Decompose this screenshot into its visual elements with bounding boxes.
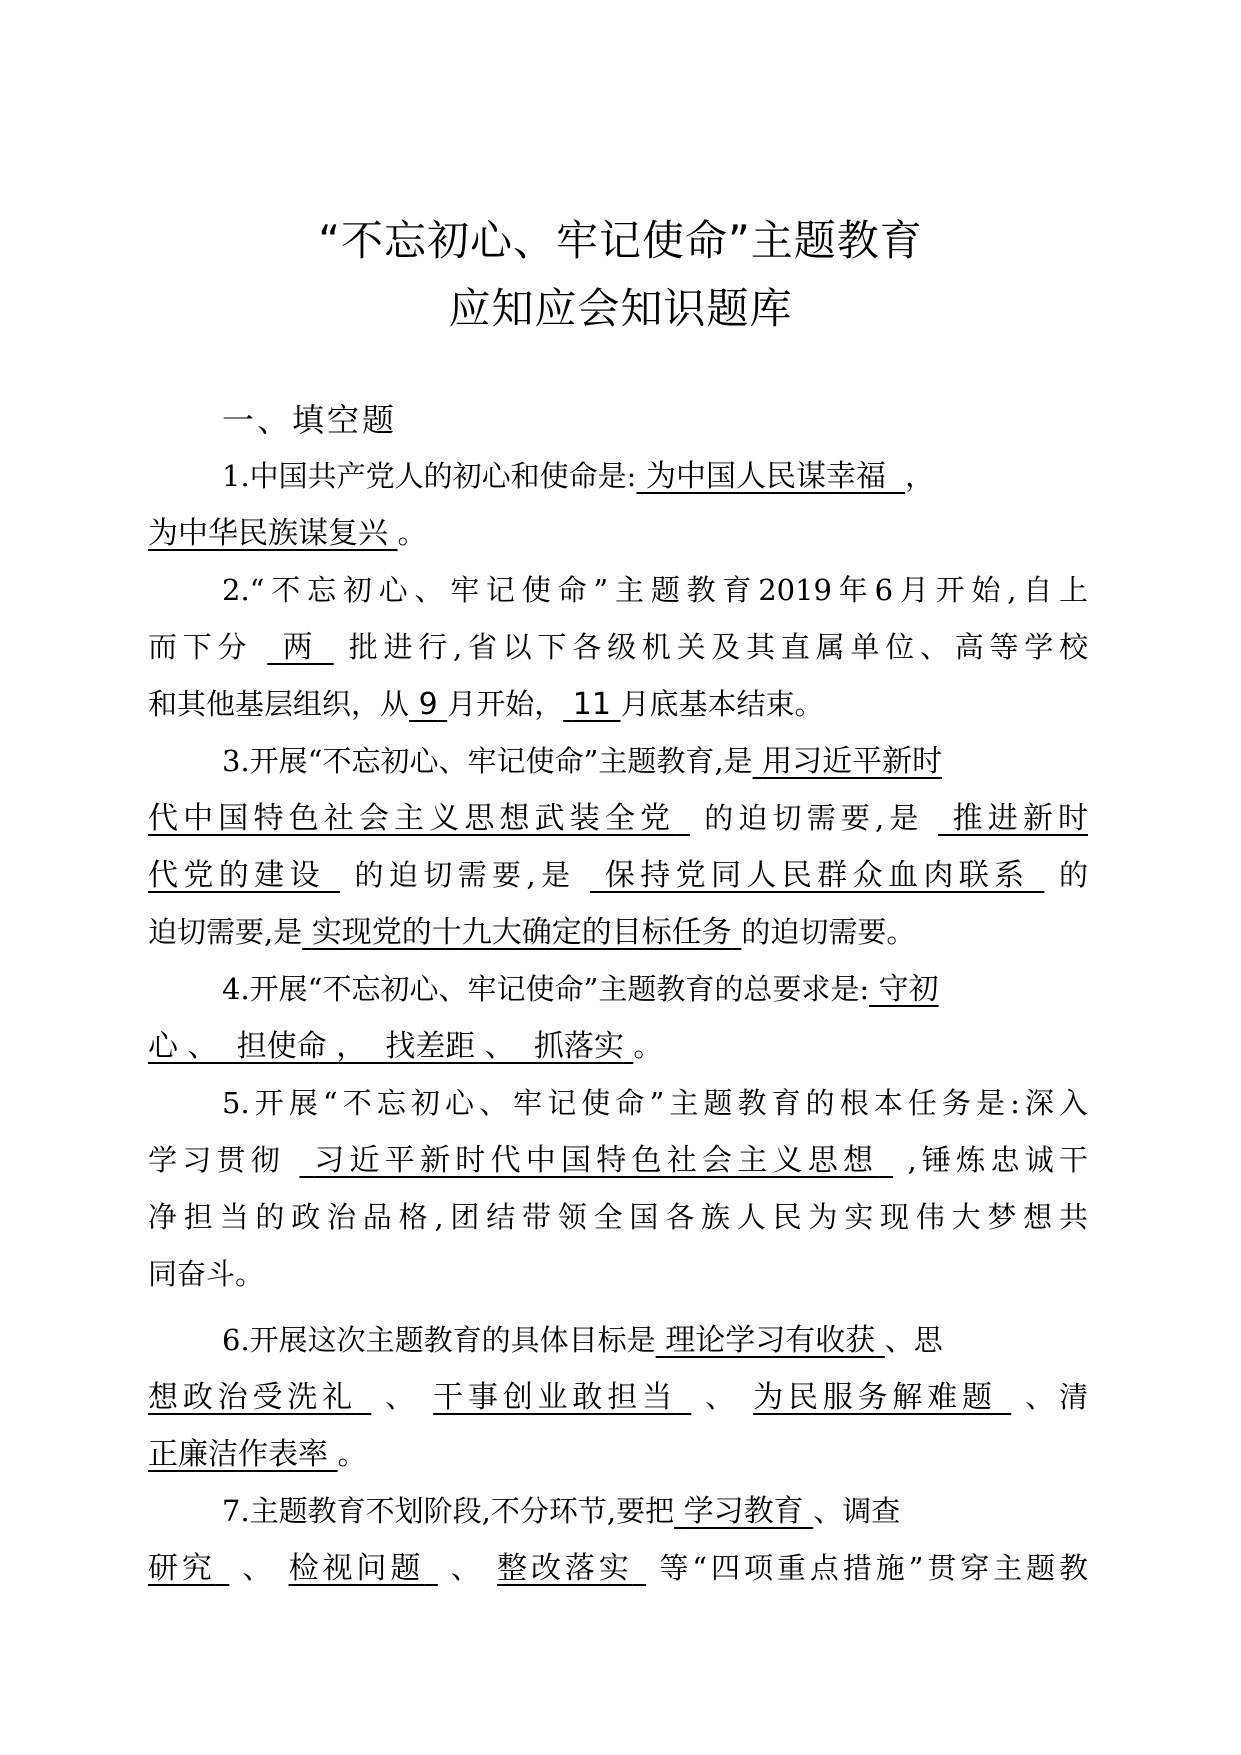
- answer-blank: 心 、 担使命 ， 找差距 、 抓落实: [148, 1029, 624, 1064]
- question-5-line-3: 净担当的政治品格,团结带领全国各族人民为实现伟大梦想共: [148, 1200, 1088, 1234]
- question-text: 和其他基层组织，从: [148, 687, 410, 721]
- question-text: 4.开展“不忘初心、牢记使命”主题教育的总要求是:: [222, 972, 870, 1006]
- question-3-line-4: [148, 912, 1088, 952]
- question-text: 6.开展这次主题教育的具体目标是: [222, 1323, 656, 1357]
- question-3-line-3: [148, 855, 1088, 895]
- section-heading: 一、填空题: [222, 401, 398, 439]
- question-text: 。: [337, 1437, 367, 1471]
- question-text: 的迫切需要。: [741, 915, 916, 949]
- question-text: 、: [242, 1551, 276, 1585]
- question-text: 、调查: [813, 1494, 901, 1528]
- question-text: 、: [705, 1380, 740, 1414]
- answer-blank: 检视问题: [288, 1551, 425, 1586]
- question-text: 、: [385, 1380, 420, 1414]
- question-text: 的迫切需要,是: [704, 801, 924, 835]
- answer-blank: 两: [282, 630, 319, 665]
- question-5-line-4: 同奋斗。: [148, 1257, 265, 1291]
- answer-blank: 用习近平新时: [762, 744, 943, 779]
- question-2-line-3: [148, 684, 1088, 724]
- answer-blank: 推进新时: [952, 801, 1089, 836]
- question-text: 而下分: [148, 630, 253, 664]
- answer-blank: 为中国人民谋幸福: [646, 459, 886, 494]
- question-text: ，: [905, 459, 935, 493]
- answer-blank: 学习教育: [683, 1494, 804, 1529]
- question-text: ,锤炼忠诚干: [907, 1143, 1088, 1177]
- question-text: 月开始，: [447, 687, 564, 721]
- question-2-line-2: [148, 627, 1088, 667]
- question-5-line-2: [148, 1140, 1088, 1180]
- question-text: 批进行,省以下各级机关及其直属单位、高等学校: [348, 630, 1089, 664]
- question-text: 的迫切需要,是: [354, 858, 576, 892]
- question-text: 等“四项重点措施”贯穿主题教: [659, 1551, 1089, 1585]
- question-6-line-3: [148, 1434, 1088, 1474]
- answer-blank: 干事创业敢担当: [433, 1380, 677, 1415]
- answer-blank: 想政治受洗礼: [148, 1380, 357, 1415]
- question-2-line-1: 2.“不忘初心、牢记使命”主题教育2019年6月开始,自上: [222, 573, 1088, 607]
- answer-blank: 整改落实: [497, 1551, 633, 1586]
- question-7-line-2: [148, 1548, 1088, 1588]
- question-1-line-2: [148, 513, 1088, 553]
- answer-blank: 研究: [148, 1551, 216, 1586]
- question-6-line-1: [222, 1320, 1088, 1360]
- question-5-line-1: 5.开展“不忘初心、牢记使命”主题教育的根本任务是:深入: [222, 1086, 1088, 1120]
- question-text: 月底基本结束。: [620, 687, 824, 721]
- answer-blank: 正廉洁作表率: [148, 1437, 328, 1472]
- question-text: 1.中国共产党人的初心和使命是:: [222, 459, 637, 493]
- question-text: 、: [450, 1551, 484, 1585]
- question-4-line-1: [222, 969, 1088, 1009]
- question-4-line-2: [148, 1026, 1088, 1066]
- question-1-line-1: [222, 456, 1088, 496]
- question-text: 3.开展“不忘初心、牢记使命”主题教育,是: [222, 744, 753, 778]
- document-title-line-2: 应知应会知识题库: [448, 284, 793, 333]
- question-text: 7.主题教育不划阶段,不分环节,要把: [222, 1494, 675, 1528]
- question-6-line-2: [148, 1377, 1088, 1417]
- answer-blank: 为民服务解难题: [753, 1380, 997, 1415]
- question-text: 。: [397, 516, 427, 550]
- answer-blank: 为中华民族谋复兴: [148, 516, 388, 551]
- question-text: 的: [1059, 858, 1089, 892]
- question-text: 、清: [1025, 1380, 1089, 1414]
- question-text: 学习贯彻: [148, 1143, 285, 1177]
- answer-blank: 实现党的十九大确定的目标任务: [311, 915, 732, 950]
- answer-blank: 保持党同人民群众血肉联系: [604, 858, 1030, 893]
- answer-blank: 11: [572, 687, 611, 722]
- question-text: 。: [633, 1029, 663, 1063]
- question-7-line-1: [222, 1491, 1088, 1531]
- question-text: 迫切需要,是: [148, 915, 303, 949]
- answer-blank: 习近平新时代中国特色社会主义思想: [314, 1143, 879, 1178]
- question-text: 、思: [884, 1323, 943, 1357]
- document-title-line-1: “不忘初心、牢记使命”主题教育: [318, 216, 923, 265]
- answer-blank: 代党的建设: [148, 858, 325, 893]
- question-3-line-1: [222, 741, 1088, 781]
- answer-blank: 守初: [878, 972, 939, 1007]
- answer-blank: 理论学习有收获: [665, 1323, 876, 1358]
- question-3-line-2: [148, 798, 1088, 838]
- answer-blank: 9: [418, 687, 438, 722]
- answer-blank: 代中国特色社会主义思想武装全党: [148, 801, 676, 836]
